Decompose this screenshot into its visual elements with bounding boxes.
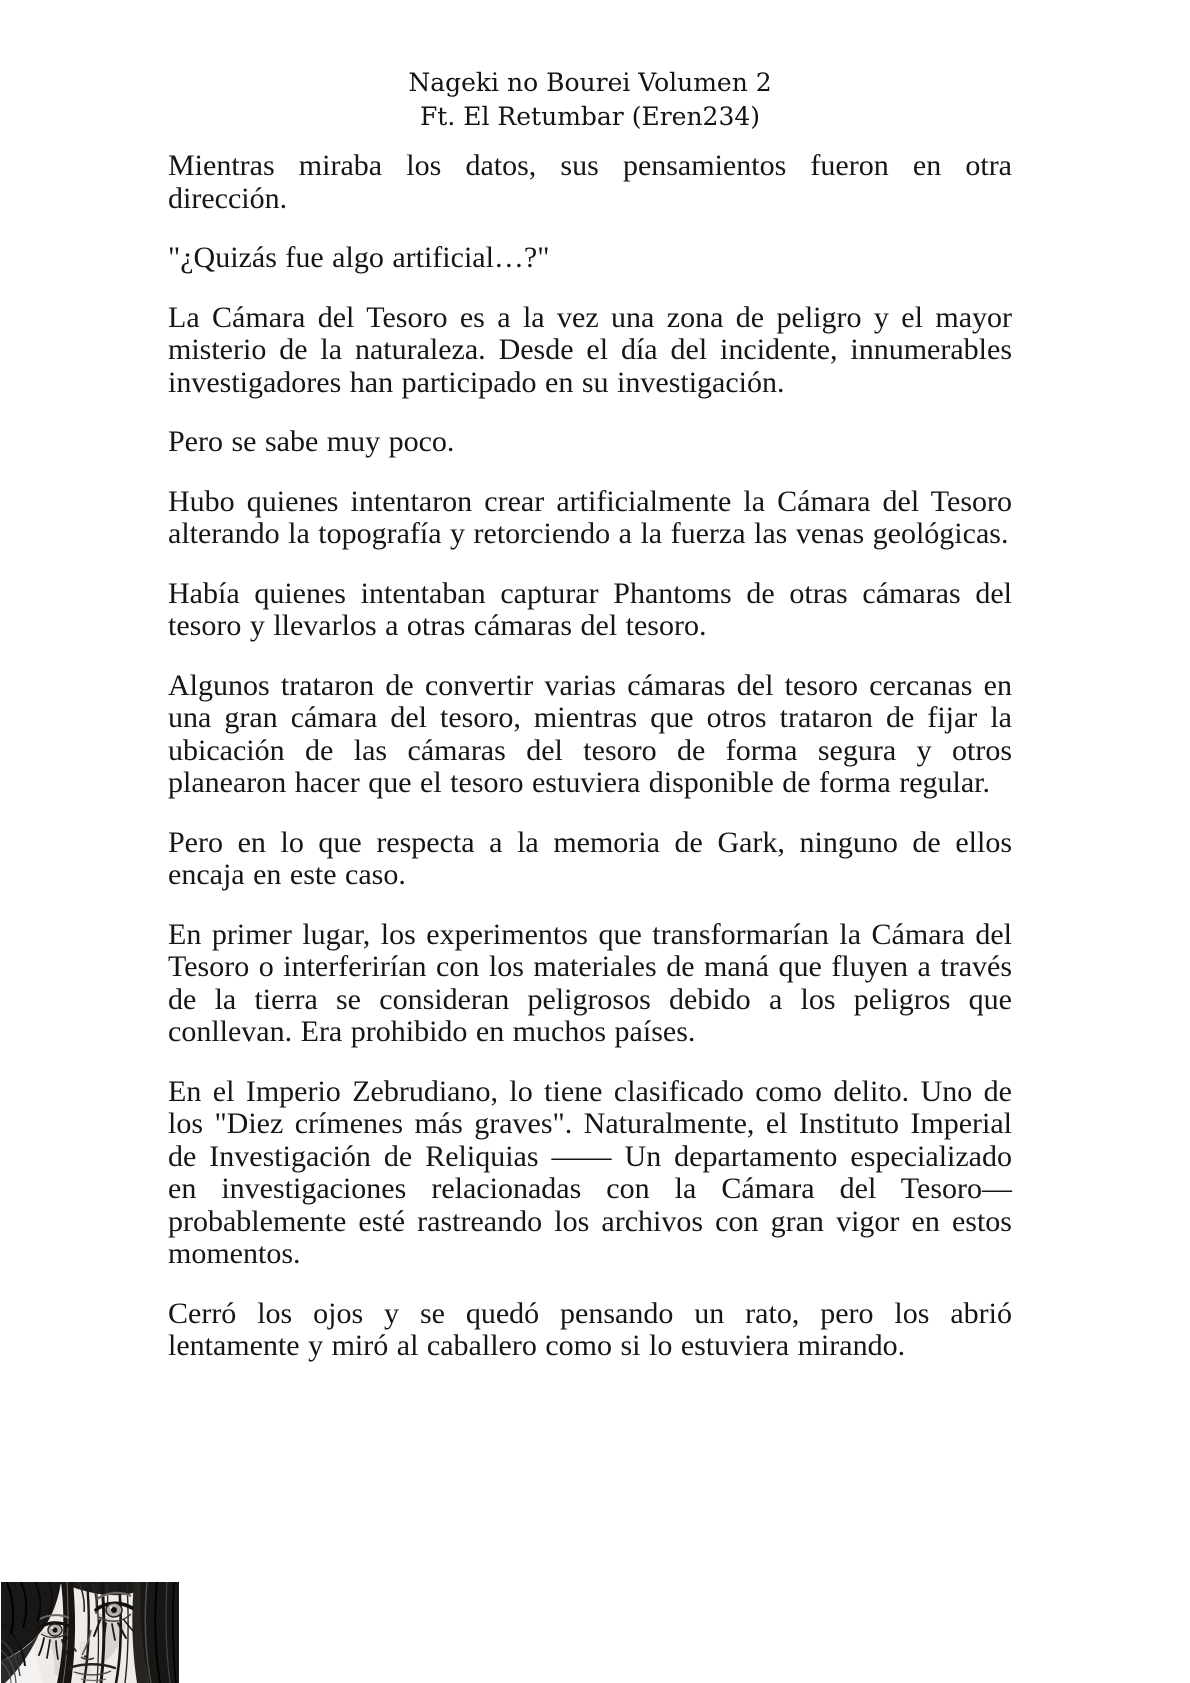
paragraph: La Cámara del Tesoro es a la vez una zona de peligro y el mayor misterio de la naturaleza. Desde el día del incidente, innumerables investigadores han participado en su investigación. xyxy=(168,300,1012,399)
paragraph: Algunos trataron de convertir varias cámaras del tesoro cercanas en una gran cámara del tesoro, mientras que otros trataron de fijar la ubicación de las cámaras del tesoro de forma segura y otros planearon hacer que el tesoro estuviera disponible de forma regular. xyxy=(168,668,1012,799)
paragraph: Cerró los ojos y se quedó pensando un rato, pero los abrió lentamente y miró al caballero como si lo estuviera mirando. xyxy=(168,1296,1012,1362)
paragraph: Pero en lo que respecta a la memoria de Gark, ninguno de ellos encaja en este caso. xyxy=(168,825,1012,891)
paragraph: En primer lugar, los experimentos que transformarían la Cámara del Tesoro o interferirían con los materiales de maná que fluyen a través de la tierra se consideran peligrosos debido a los peligros que conllevan. Era prohibido en muchos países. xyxy=(168,917,1012,1048)
text-column xyxy=(168,66,1012,1363)
paragraph: En el Imperio Zebrudiano, lo tiene clasificado como delito. Uno de los "Diez crímenes más graves". Naturalmente, el Instituto Imperial de Investigación de Reliquias —— Un departamento especializado en investigaciones relacionadas con la Cámara del Tesoro— probablemente esté rastreando los archivos con gran vigor en estos momentos. xyxy=(168,1074,1012,1270)
paragraph: Mientras miraba los datos, sus pensamientos fueron en otra dirección. xyxy=(168,149,1012,215)
paragraph: Hubo quienes intentaron crear artificialmente la Cámara del Tesoro alterando la topografía y retorciendo a la fuerza las venas geológicas. xyxy=(168,484,1012,550)
hair-right xyxy=(132,1582,179,1683)
page-title xyxy=(168,66,1012,134)
paragraph: Pero se sabe muy poco. xyxy=(168,425,455,458)
manga-face-illustration xyxy=(1,1582,179,1683)
title-line-1: Nageki no Bourei Volumen 2 xyxy=(408,68,772,97)
paragraph: "¿Quizás fue algo artificial…?" xyxy=(168,241,550,274)
title-line-2: Ft. El Retumbar (Eren234) xyxy=(419,102,761,131)
paragraph: Había quienes intentaban capturar Phantoms de otras cámaras del tesoro y llevarlos a otras cámaras del tesoro. xyxy=(168,576,1012,642)
